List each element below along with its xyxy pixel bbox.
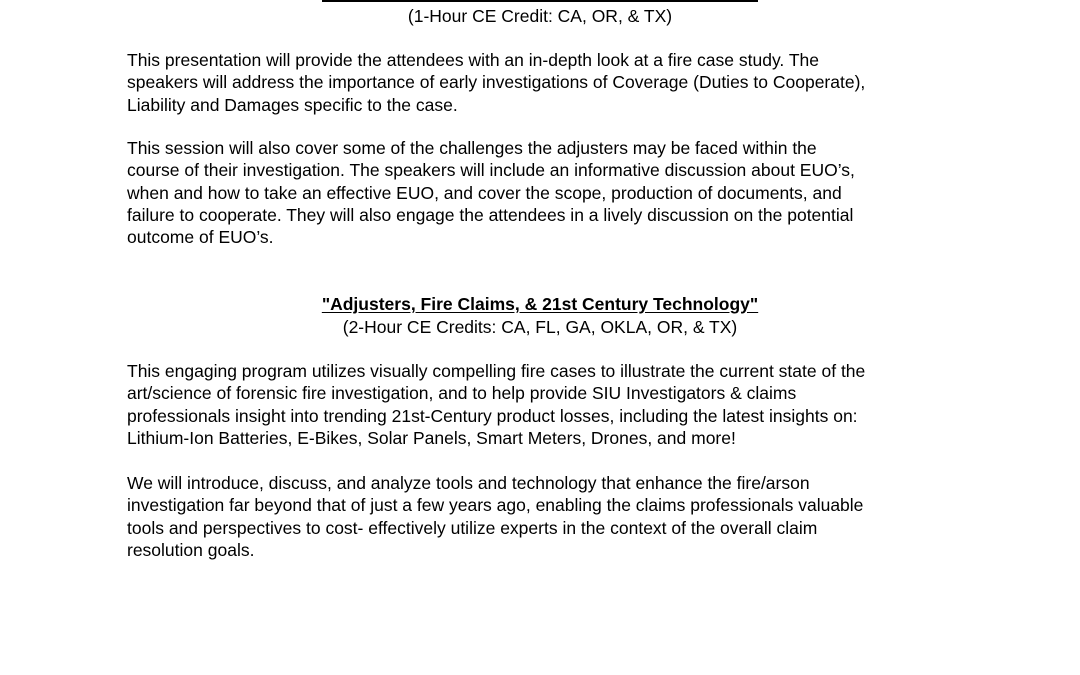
text-line: investigation far beyond that of just a few years ago, enabling the claims professionals valuable (127, 495, 864, 516)
session2-title: "Adjusters, Fire Claims, & 21st Century Technology" (321, 294, 759, 314)
session1-paragraph-2 (127, 137, 957, 248)
session1-paragraph-1 (127, 49, 957, 116)
text-line: Liability and Damages specific to the case. (127, 94, 458, 115)
session1-title-underline (322, 0, 758, 2)
session2-paragraph-1 (127, 360, 957, 449)
text-line: when and how to take an effective EUO, and cover the scope, production of documents, and (127, 182, 842, 203)
text-line: art/science of forensic fire investigation, and to help provide SIU Investigators & claims (127, 383, 797, 404)
text-line: course of their investigation. The speakers will include an informative discussion about EUO’s, (127, 160, 855, 181)
text-line: resolution goals. (127, 539, 255, 560)
text-line: failure to cooperate. They will also engage the attendees in a lively discussion on the potential (127, 204, 854, 225)
text-line: professionals insight into trending 21st-Century product losses, including the latest insights on: (127, 405, 858, 426)
text-line: This engaging program utilizes visually compelling fire cases to illustrate the current state of the (127, 361, 866, 381)
session2-paragraph-2 (127, 472, 957, 561)
text-line: We will introduce, discuss, and analyze tools and technology that enhance the fire/arson (127, 473, 810, 493)
text-line: Lithium-Ion Batteries, E-Bikes, Solar Panels, Smart Meters, Drones, and more! (127, 427, 736, 448)
text-line: tools and perspectives to cost- effectively utilize experts in the context of the overall claim (127, 517, 818, 538)
session1-credit: (1-Hour CE Credit: CA, OR, & TX) (407, 6, 673, 26)
session2-credit: (2-Hour CE Credits: CA, FL, GA, OKLA, OR, & TX) (342, 317, 738, 337)
text-line: speakers will address the importance of early investigations of Coverage (Duties to Cooperate), (127, 72, 866, 93)
text-line: This presentation will provide the attendees with an in-depth look at a fire case study. The (127, 50, 819, 70)
text-line: This session will also cover some of the challenges the adjusters may be faced within the (127, 138, 817, 158)
text-line: outcome of EUO’s. (127, 227, 274, 248)
